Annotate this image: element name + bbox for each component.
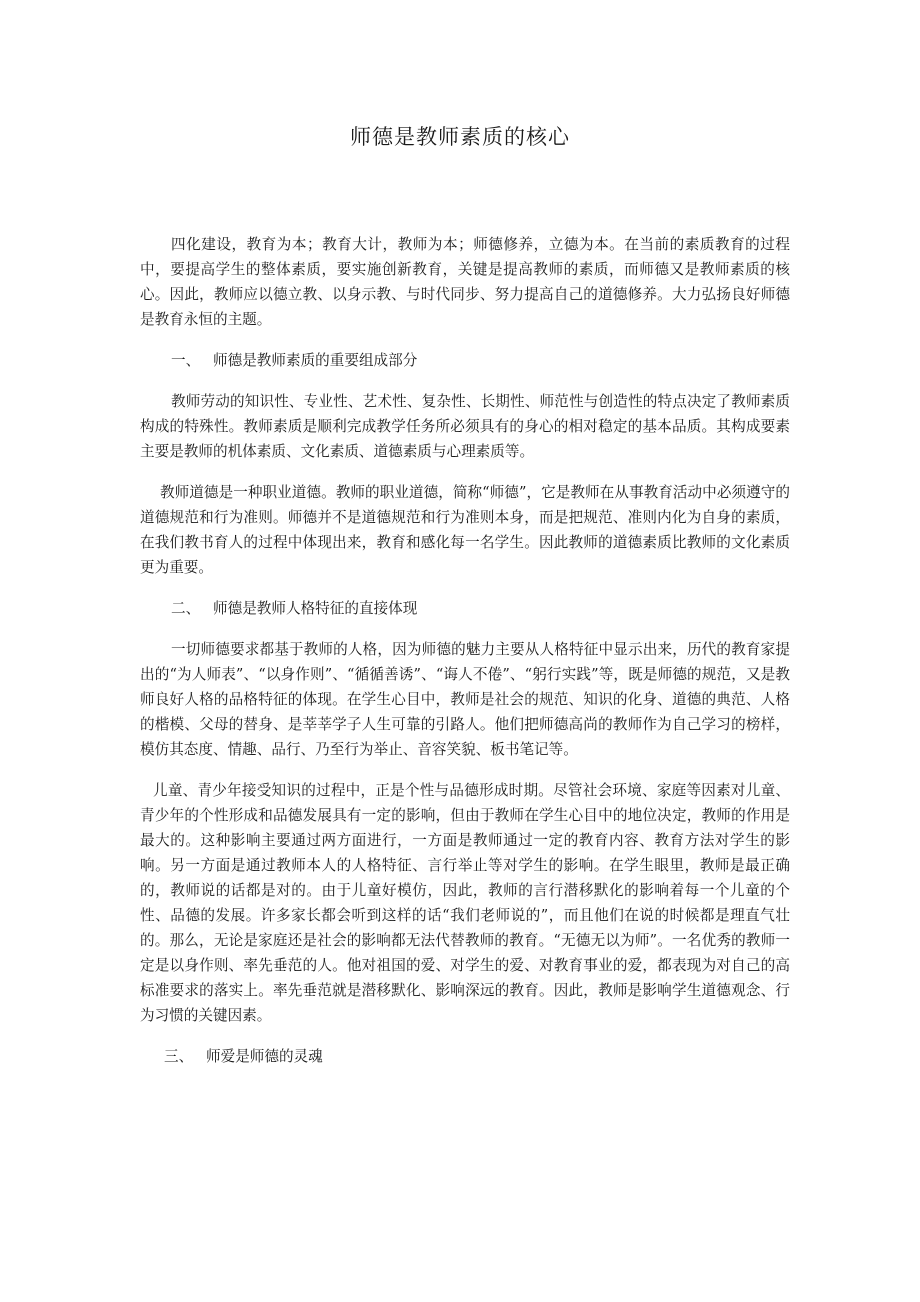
section-heading-2 bbox=[140, 596, 790, 621]
paragraph: 教师道德是一种职业道德。教师的职业道德，简称“师德”，它是教师在从事教育活动中必须遵守的道德规范和行为准则。师德并不是道德规范和行为准则本身，而是把规范、准则内化为自身的素质，在我们教书育人的过程中体现出来，教育和感化每一名学生。因此教师的道德素质比教师的文化素质更为重要。 bbox=[140, 484, 790, 576]
section-title: 师爱是师德的灵魂 bbox=[206, 1048, 323, 1065]
paragraph: 儿童、青少年接受知识的过程中，正是个性与品德形成时期。尽管社会环境、家庭等因素对儿童、青少年的个性形成和品德发展具有一定的影响，但由于教师在学生心目中的地位决定，教师的作用是最大的。这种影响主要通过两方面进行，一方面是教师通过一定的教育内容、教育方法对学生的影响。另一方面是通过教师本人的人格特征、言行举止等对学生的影响。在学生眼里，教师是最正确的，教师说的话都是对的。由于儿童好模仿，因此，教师的言行潜移默化的影响着每一个儿童的个性、品德的发展。许多家长都会听到这样的话“我们老师说的”，而且他们在说的时候都是理直气壮的。那么，无论是家庭还是社会的影响都无法代替教师的教育。“无德无以为师”。一名优秀的教师一定是以身作则、率先垂范的人。他对祖国的爱、对学生的爱、对教育事业的爱，都表现为对自己的高标准要求的落实上。率先垂范就是潜移默化、影响深远的教育。因此，教师是影响学生道德观念、行为习惯的关键因素。 bbox=[140, 782, 790, 1024]
section-title: 师德是教师素质的重要组成部分 bbox=[213, 352, 418, 369]
document-title: 师德是教师素质的核心 bbox=[350, 125, 570, 149]
section-heading-1 bbox=[140, 348, 790, 373]
paragraph: 教师劳动的知识性、专业性、艺术性、复杂性、长期性、师范性与创造性的特点决定了教师素质构成的特殊性。教师素质是顺利完成教学任务所必须具有的身心的相对稳定的基本品质。其构成要素主要是教师的机体素质、文化素质、道德素质与心理素质等。 bbox=[140, 393, 790, 460]
intro-paragraph: 四化建设，教育为本；教育大计，教师为本；师德修养，立德为本。在当前的素质教育的过程中，要提高学生的整体素质，要实施创新教育，关键是提高教师的素质，而师德又是教师素质的核心。因此，教师应以德立教、以身示教、与时代同步、努力提高自己的道德修养。大力弘扬良好师德是教育永恒的主题。 bbox=[140, 236, 790, 328]
section-number: 一、 bbox=[171, 352, 201, 369]
section-title: 师德是教师人格特征的直接体现 bbox=[213, 600, 418, 617]
section-number: 三、 bbox=[164, 1048, 194, 1065]
section-number: 二、 bbox=[171, 600, 201, 617]
document-body bbox=[140, 232, 790, 1085]
section-heading-3 bbox=[140, 1044, 790, 1069]
paragraph: 一切师德要求都基于教师的人格，因为师德的魅力主要从人格特征中显示出来，历代的教育家提出的“为人师表”、“以身作则”、“循循善诱”、“诲人不倦”、“躬行实践”等，既是师德的规范，又是教师良好人格的品格特征的体现。在学生心目中，教师是社会的规范、知识的化身、道德的典范、人格的楷模、父母的替身、是莘莘学子人生可靠的引路人。他们把师德高尚的教师作为自己学习的榜样，模仿其态度、情趣、品行、乃至行为举止、音容笑貌、板书笔记等。 bbox=[140, 641, 790, 758]
